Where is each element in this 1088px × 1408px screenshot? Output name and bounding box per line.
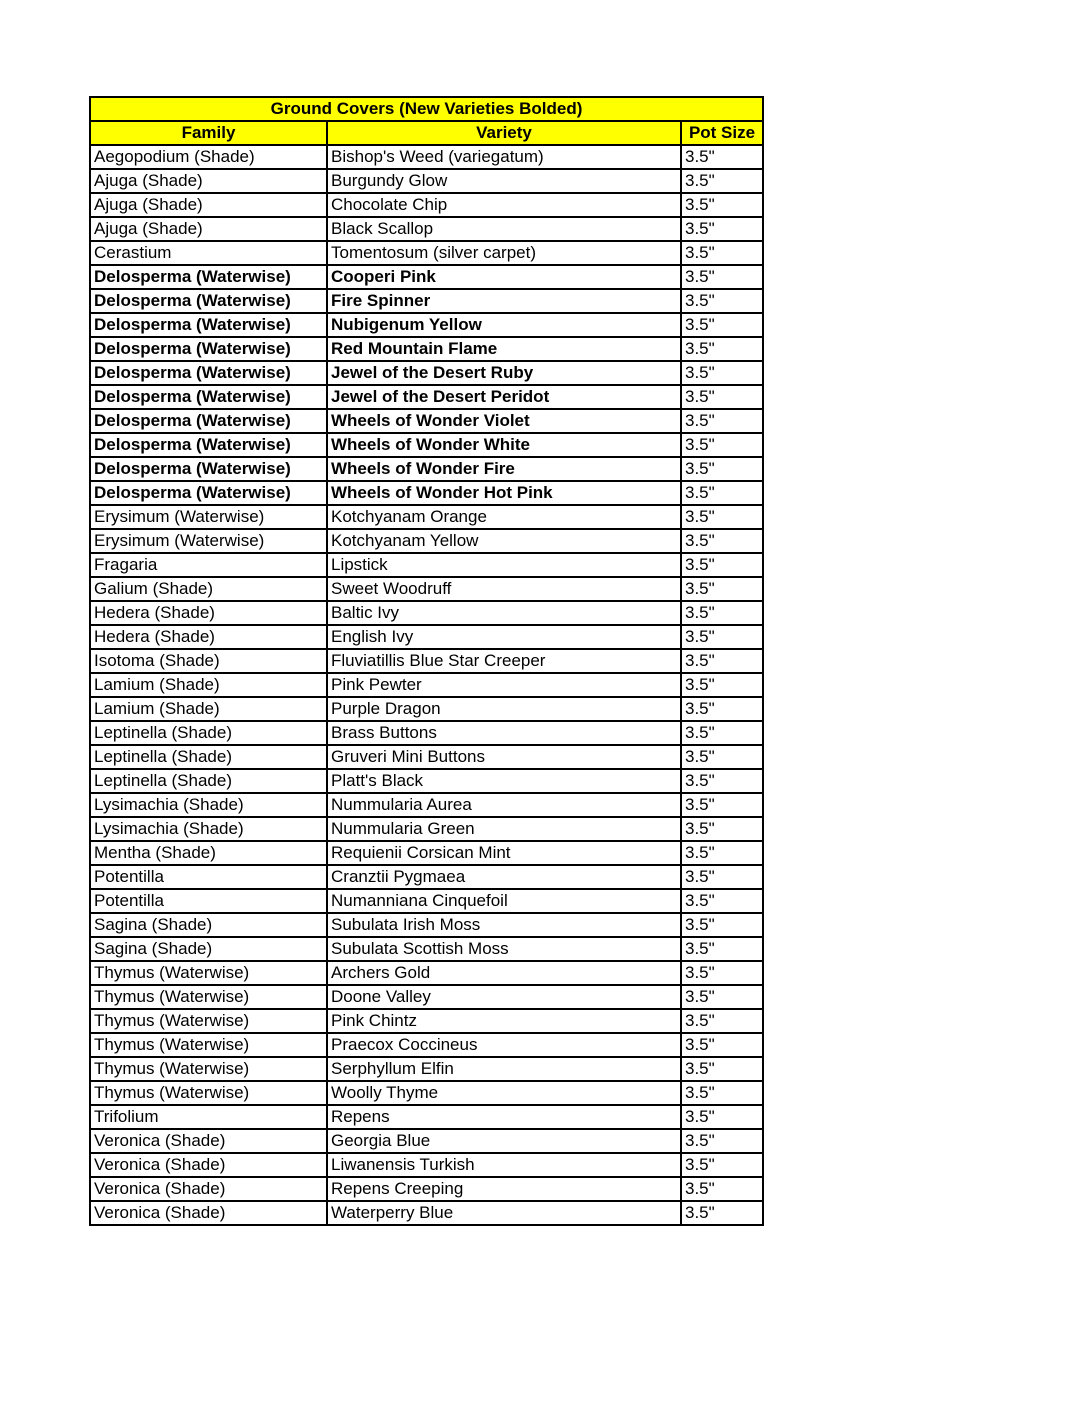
variety-cell: Archers Gold — [327, 961, 681, 985]
family-cell: Delosperma (Waterwise) — [90, 289, 327, 313]
pot-size-cell: 3.5" — [681, 289, 763, 313]
family-cell: Mentha (Shade) — [90, 841, 327, 865]
family-cell: Sagina (Shade) — [90, 937, 327, 961]
table-row — [90, 1105, 763, 1129]
pot-size-cell: 3.5" — [681, 337, 763, 361]
title-row — [90, 97, 763, 121]
pot-size-cell: 3.5" — [681, 865, 763, 889]
variety-cell: Fire Spinner — [327, 289, 681, 313]
variety-cell: Platt's Black — [327, 769, 681, 793]
pot-size-cell: 3.5" — [681, 529, 763, 553]
variety-cell: Burgundy Glow — [327, 169, 681, 193]
table-row — [90, 769, 763, 793]
family-cell: Delosperma (Waterwise) — [90, 457, 327, 481]
family-cell: Delosperma (Waterwise) — [90, 313, 327, 337]
table-row — [90, 361, 763, 385]
variety-cell: Kotchyanam Yellow — [327, 529, 681, 553]
variety-column-header: Variety — [327, 121, 681, 145]
variety-cell: Cranztii Pygmaea — [327, 865, 681, 889]
family-cell: Thymus (Waterwise) — [90, 961, 327, 985]
ground-covers-table — [89, 96, 764, 1226]
header-row — [90, 121, 763, 145]
table-row — [90, 337, 763, 361]
family-cell: Lysimachia (Shade) — [90, 793, 327, 817]
pot-size-cell: 3.5" — [681, 265, 763, 289]
variety-cell: Baltic Ivy — [327, 601, 681, 625]
table-row — [90, 433, 763, 457]
table-row — [90, 1057, 763, 1081]
family-cell: Veronica (Shade) — [90, 1129, 327, 1153]
table-row — [90, 793, 763, 817]
pot-size-cell: 3.5" — [681, 1153, 763, 1177]
pot-size-cell: 3.5" — [681, 961, 763, 985]
table-row — [90, 1009, 763, 1033]
table-row — [90, 193, 763, 217]
variety-cell: Sweet Woodruff — [327, 577, 681, 601]
table-row — [90, 505, 763, 529]
table-row — [90, 409, 763, 433]
family-cell: Potentilla — [90, 889, 327, 913]
variety-cell: Repens Creeping — [327, 1177, 681, 1201]
table-row — [90, 385, 763, 409]
table-row — [90, 937, 763, 961]
variety-cell: Georgia Blue — [327, 1129, 681, 1153]
family-cell: Thymus (Waterwise) — [90, 1033, 327, 1057]
table-row — [90, 289, 763, 313]
pot-size-cell: 3.5" — [681, 601, 763, 625]
pot-size-cell: 3.5" — [681, 313, 763, 337]
pot-size-cell: 3.5" — [681, 241, 763, 265]
table-row — [90, 1153, 763, 1177]
table-row — [90, 697, 763, 721]
table-row — [90, 913, 763, 937]
variety-cell: Bishop's Weed (variegatum) — [327, 145, 681, 169]
variety-cell: Subulata Irish Moss — [327, 913, 681, 937]
variety-cell: Repens — [327, 1105, 681, 1129]
family-cell: Delosperma (Waterwise) — [90, 481, 327, 505]
variety-cell: Nummularia Green — [327, 817, 681, 841]
table-row — [90, 1129, 763, 1153]
family-cell: Cerastium — [90, 241, 327, 265]
variety-cell: Lipstick — [327, 553, 681, 577]
table-row — [90, 1081, 763, 1105]
table-row — [90, 169, 763, 193]
table-row — [90, 553, 763, 577]
pot-size-cell: 3.5" — [681, 745, 763, 769]
pot-size-cell: 3.5" — [681, 937, 763, 961]
pot-size-cell: 3.5" — [681, 649, 763, 673]
table-row — [90, 1201, 763, 1225]
variety-cell: Pink Chintz — [327, 1009, 681, 1033]
variety-cell: Doone Valley — [327, 985, 681, 1009]
family-cell: Delosperma (Waterwise) — [90, 409, 327, 433]
table-row — [90, 1177, 763, 1201]
variety-cell: Serphyllum Elfin — [327, 1057, 681, 1081]
pot-size-cell: 3.5" — [681, 1033, 763, 1057]
family-cell: Sagina (Shade) — [90, 913, 327, 937]
family-cell: Lamium (Shade) — [90, 697, 327, 721]
pot-size-cell: 3.5" — [681, 361, 763, 385]
family-cell: Delosperma (Waterwise) — [90, 265, 327, 289]
table-row — [90, 673, 763, 697]
family-cell: Ajuga (Shade) — [90, 193, 327, 217]
variety-cell: Nubigenum Yellow — [327, 313, 681, 337]
pot-size-cell: 3.5" — [681, 409, 763, 433]
table-row — [90, 217, 763, 241]
variety-cell: Wheels of Wonder Violet — [327, 409, 681, 433]
variety-cell: English Ivy — [327, 625, 681, 649]
pot-size-cell: 3.5" — [681, 145, 763, 169]
table-row — [90, 889, 763, 913]
pot-size-cell: 3.5" — [681, 913, 763, 937]
variety-cell: Jewel of the Desert Ruby — [327, 361, 681, 385]
family-cell: Aegopodium (Shade) — [90, 145, 327, 169]
pot-size-cell: 3.5" — [681, 769, 763, 793]
pot-size-cell: 3.5" — [681, 169, 763, 193]
family-cell: Thymus (Waterwise) — [90, 985, 327, 1009]
pot-size-cell: 3.5" — [681, 553, 763, 577]
variety-cell: Wheels of Wonder Hot Pink — [327, 481, 681, 505]
pot-size-cell: 3.5" — [681, 721, 763, 745]
table-row — [90, 649, 763, 673]
table-title: Ground Covers (New Varieties Bolded) — [90, 97, 763, 121]
family-cell: Thymus (Waterwise) — [90, 1081, 327, 1105]
variety-cell: Tomentosum (silver carpet) — [327, 241, 681, 265]
family-cell: Hedera (Shade) — [90, 625, 327, 649]
family-cell: Delosperma (Waterwise) — [90, 361, 327, 385]
variety-cell: Pink Pewter — [327, 673, 681, 697]
variety-cell: Fluviatillis Blue Star Creeper — [327, 649, 681, 673]
table-row — [90, 1033, 763, 1057]
variety-cell: Kotchyanam Orange — [327, 505, 681, 529]
variety-cell: Nummularia Aurea — [327, 793, 681, 817]
pot-size-cell: 3.5" — [681, 577, 763, 601]
family-cell: Erysimum (Waterwise) — [90, 505, 327, 529]
pot-size-cell: 3.5" — [681, 505, 763, 529]
family-cell: Galium (Shade) — [90, 577, 327, 601]
pot-size-cell: 3.5" — [681, 673, 763, 697]
family-cell: Ajuga (Shade) — [90, 217, 327, 241]
pot-size-cell: 3.5" — [681, 793, 763, 817]
pot-size-cell: 3.5" — [681, 1177, 763, 1201]
pot-size-cell: 3.5" — [681, 457, 763, 481]
table-row — [90, 145, 763, 169]
variety-cell: Jewel of the Desert Peridot — [327, 385, 681, 409]
table-row — [90, 529, 763, 553]
variety-cell: Liwanensis Turkish — [327, 1153, 681, 1177]
pot-size-cell: 3.5" — [681, 193, 763, 217]
family-cell: Delosperma (Waterwise) — [90, 337, 327, 361]
family-cell: Trifolium — [90, 1105, 327, 1129]
table-row — [90, 313, 763, 337]
family-cell: Leptinella (Shade) — [90, 745, 327, 769]
pot-size-cell: 3.5" — [681, 481, 763, 505]
table-row — [90, 457, 763, 481]
family-column-header: Family — [90, 121, 327, 145]
family-cell: Leptinella (Shade) — [90, 769, 327, 793]
table-row — [90, 601, 763, 625]
variety-cell: Wheels of Wonder White — [327, 433, 681, 457]
pot-size-cell: 3.5" — [681, 433, 763, 457]
family-cell: Ajuga (Shade) — [90, 169, 327, 193]
family-cell: Isotoma (Shade) — [90, 649, 327, 673]
table-row — [90, 481, 763, 505]
variety-cell: Requienii Corsican Mint — [327, 841, 681, 865]
family-cell: Veronica (Shade) — [90, 1153, 327, 1177]
variety-cell: Purple Dragon — [327, 697, 681, 721]
variety-cell: Gruveri Mini Buttons — [327, 745, 681, 769]
table-row — [90, 265, 763, 289]
pot-size-cell: 3.5" — [681, 841, 763, 865]
table-row — [90, 745, 763, 769]
table-row — [90, 961, 763, 985]
pot-size-cell: 3.5" — [681, 625, 763, 649]
family-cell: Lysimachia (Shade) — [90, 817, 327, 841]
pot-size-cell: 3.5" — [681, 385, 763, 409]
table-row — [90, 721, 763, 745]
pot-size-cell: 3.5" — [681, 985, 763, 1009]
pot-size-column-header: Pot Size — [681, 121, 763, 145]
pot-size-cell: 3.5" — [681, 1129, 763, 1153]
family-cell: Fragaria — [90, 553, 327, 577]
variety-cell: Numanniana Cinquefoil — [327, 889, 681, 913]
pot-size-cell: 3.5" — [681, 1081, 763, 1105]
pot-size-cell: 3.5" — [681, 1057, 763, 1081]
variety-cell: Praecox Coccineus — [327, 1033, 681, 1057]
family-cell: Veronica (Shade) — [90, 1201, 327, 1225]
table-row — [90, 841, 763, 865]
pot-size-cell: 3.5" — [681, 889, 763, 913]
table-row — [90, 577, 763, 601]
family-cell: Leptinella (Shade) — [90, 721, 327, 745]
pot-size-cell: 3.5" — [681, 217, 763, 241]
variety-cell: Red Mountain Flame — [327, 337, 681, 361]
family-cell: Thymus (Waterwise) — [90, 1057, 327, 1081]
variety-cell: Waterperry Blue — [327, 1201, 681, 1225]
table-row — [90, 985, 763, 1009]
variety-cell: Woolly Thyme — [327, 1081, 681, 1105]
variety-cell: Black Scallop — [327, 217, 681, 241]
family-cell: Veronica (Shade) — [90, 1177, 327, 1201]
variety-cell: Wheels of Wonder Fire — [327, 457, 681, 481]
variety-cell: Brass Buttons — [327, 721, 681, 745]
family-cell: Delosperma (Waterwise) — [90, 433, 327, 457]
table-body — [90, 145, 763, 1225]
family-cell: Hedera (Shade) — [90, 601, 327, 625]
family-cell: Delosperma (Waterwise) — [90, 385, 327, 409]
family-cell: Erysimum (Waterwise) — [90, 529, 327, 553]
variety-cell: Subulata Scottish Moss — [327, 937, 681, 961]
pot-size-cell: 3.5" — [681, 1105, 763, 1129]
table-row — [90, 865, 763, 889]
pot-size-cell: 3.5" — [681, 817, 763, 841]
table-row — [90, 625, 763, 649]
family-cell: Lamium (Shade) — [90, 673, 327, 697]
variety-cell: Chocolate Chip — [327, 193, 681, 217]
table-row — [90, 241, 763, 265]
pot-size-cell: 3.5" — [681, 1201, 763, 1225]
variety-cell: Cooperi Pink — [327, 265, 681, 289]
pot-size-cell: 3.5" — [681, 1009, 763, 1033]
family-cell: Thymus (Waterwise) — [90, 1009, 327, 1033]
family-cell: Potentilla — [90, 865, 327, 889]
pot-size-cell: 3.5" — [681, 697, 763, 721]
table-row — [90, 817, 763, 841]
